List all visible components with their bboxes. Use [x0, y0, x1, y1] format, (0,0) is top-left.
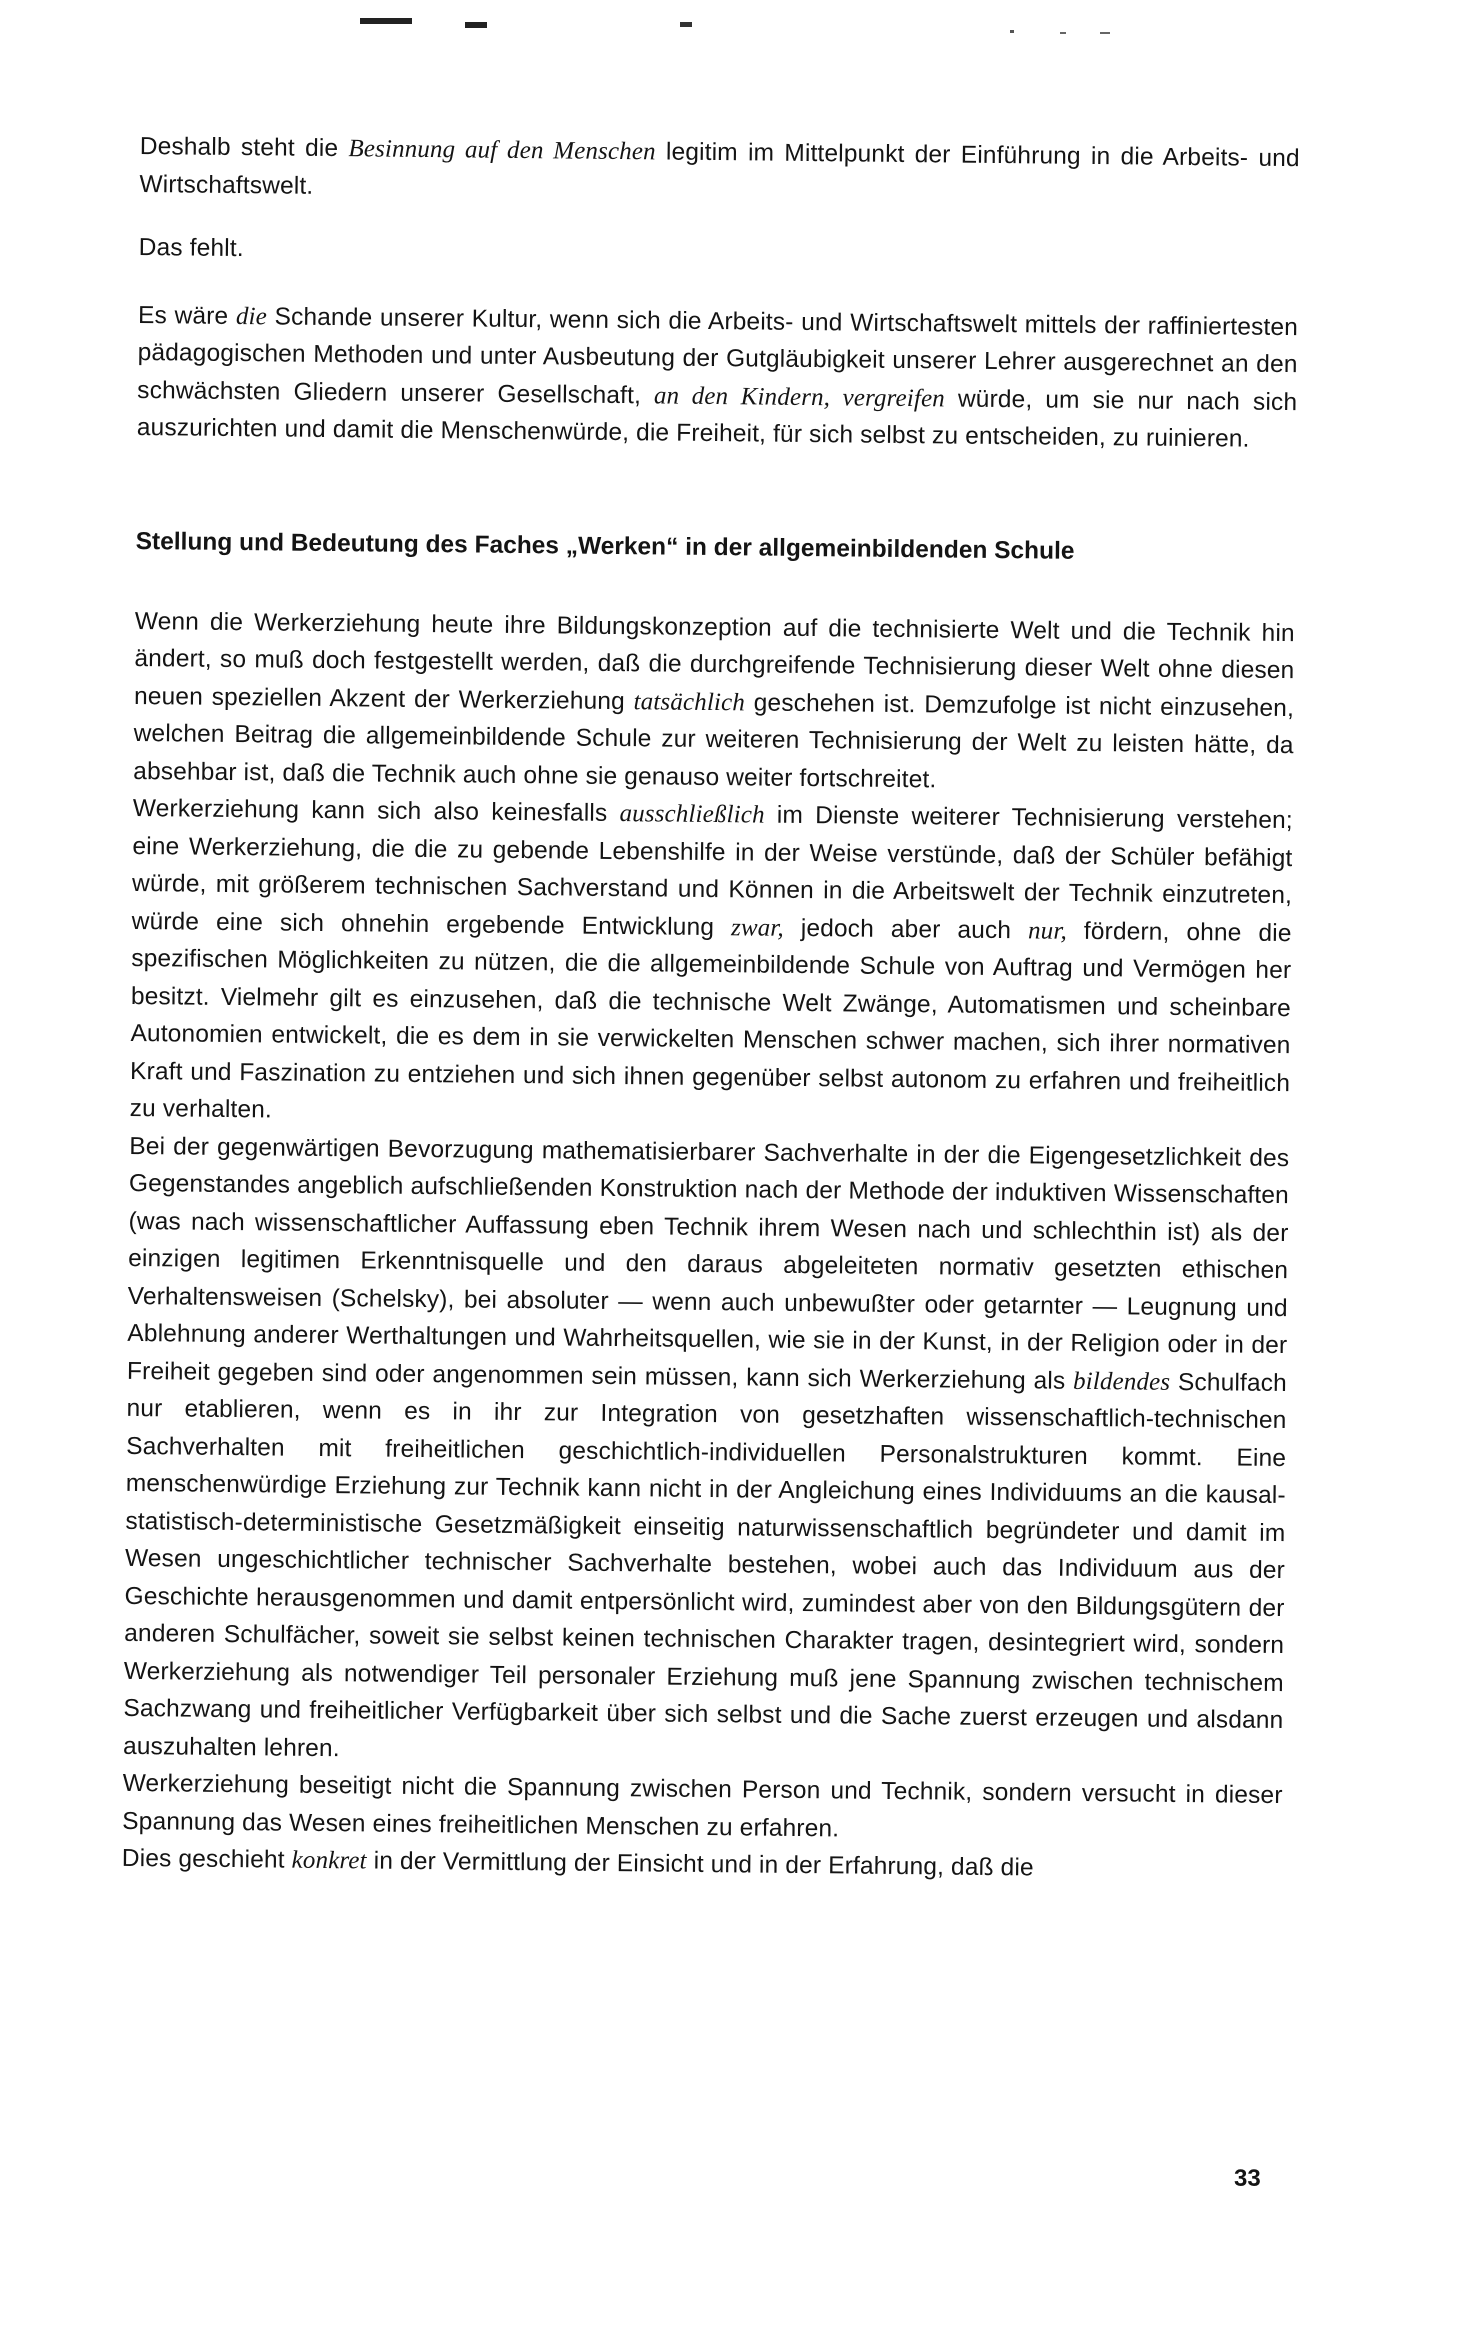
text-run: jedoch aber auch — [783, 914, 1029, 944]
italic-phrase: nur, — [1027, 916, 1068, 945]
paragraph-intro — [139, 128, 1300, 215]
page-number: 33 — [1234, 2165, 1261, 2192]
paragraph-werkerziehung — [130, 790, 1293, 1140]
italic-phrase: an den Kindern, vergreifen — [653, 381, 946, 412]
text-run: Werkerziehung kann sich also keinesfalls — [132, 794, 620, 828]
text-run: Deshalb steht die — [139, 132, 349, 163]
document-page — [122, 128, 1300, 1890]
italic-phrase: die — [235, 302, 268, 330]
text-run: Wenn die Werkerziehung heute ihre Bildungskonzeption auf die technisierte Welt und die Technik hin ändert, so muß doch festgestellt werden, daß die durchgreifende Technisierung dieser Welt ohne diesen neuen speziellen Akzent der Werkerziehung — [133, 607, 1295, 715]
text-run: würde, um sie nur nach sich auszurichten und damit die Menschenwürde, die Freiheit, für sich selbst zu entscheiden, zu ruinieren. — [136, 384, 1298, 453]
text-run: Schande unserer Kultur, wenn sich die Arbeits- und Wirtschaftswelt mittels der raffiniertesten pädagogischen Methoden und unter Ausbeutung der Gutgläubigkeit unserer Lehrer ausgerechnet an den schwächsten Gliedern unserer Gesellschaft, — [137, 302, 1299, 409]
paragraph-spannung: Werkerziehung beseitigt nicht die Spannung zwischen Person und Technik, sondern versucht in dieser Spannung das Wesen eines freiheitlichen Menschen zu erfahren. — [122, 1769, 1283, 1842]
paragraph-bevorzugung — [123, 1127, 1290, 1777]
text-run: fördern, ohne die spezifischen Möglichkeiten zu nützen, die die allgemeinbildende Schule von Auftrag und Vermögen her besitzt. Vielmehr gilt es einzusehen, daß die technische Welt Zwänge, Automatismen und scheinbare Autonomien entwickelt, die es dem in sie verwickelten Menschen schwer machen, sich ihrer normativen Kraft und Faszination zu entziehen und sich ihnen gegenüber selbst autonom zu erfahren und freiheitlich zu verhalten. — [129, 917, 1292, 1124]
text-run: legitim im Mittelpunkt der Einführung in die Arbeits- und Wirtschaftswelt. — [139, 138, 1300, 200]
text-run: in der Vermittlung der Einsicht und in der Erfahrung, daß die — [366, 1847, 1034, 1882]
section-heading: Stellung und Bedeutung des Faches „Werken“ in der allgemeinbildenden Schule — [135, 527, 1075, 565]
text-run: Schulfach nur etablieren, wenn es in ihr zur Integration von gesetzhaften wissenschaftlich-technischen Sachverhalten mit freiheitlichen geschichtlich-individuellen Personalstrukturen kommt. Eine menschenwürdige Erziehung zur Technik kann nicht in der Angleichung eines Individuums an die kausal-statistisch-deterministische Gesetzmäßigkeit einseitig naturwissenschaftlich begründeter und damit im Wesen ungeschichtlicher technischer Sachverhalte bestehen, wobei auch das Individuum aus der Geschichte herausgenommen und damit entpersönlicht wird, zumindest aber von den Bildungsgütern der anderen Schulfächer, soweit sie selbst keinen technischen Charakter tragen, desintegriert wird, sondern Werkerziehung als notwendiger Teil personaler Erziehung muß jene Spannung zwischen technischem Sachzwang und freiheitlicher Verfügbarkeit über sich selbst und die Sache zuerst erzeugen und alsdann auszuhalten lehren. — [122, 1368, 1288, 1762]
paragraph-technisierung — [133, 602, 1295, 802]
text-run: geschehen ist. Demzufolge ist nicht einzusehen, welchen Beitrag die allgemeinbildende Schule zur weiteren Technisierung der Welt zu leisten hätte, da absehbar ist, daß die Technik auch ohne sie genauso weiter fortschreitet. — [133, 688, 1295, 793]
scan-artifacts — [360, 10, 1260, 40]
italic-phrase: tatsächlich — [633, 687, 746, 716]
italic-phrase: zwar, — [730, 913, 785, 942]
text-run: Bei der gegenwärtigen Bevorzugung mathematisierbarer Sachverhalte in der die Eigengesetzlichkeit des Gegenstandes angeblich aufschließenden Konstruktion nach der Methode der induktiven Wissenschaften (was nach wissenschaftlicher Auffassung eben Technik ihrem Wesen nach und schlechthin ist) als der einzigen legitimen Erkenntnisquelle und den daraus abgeleiteten normativ gesetzten ethischen Verhaltensweisen (Schelsky), bei absoluter — wenn auch unbewußter oder getarnter — Leugnung und Ablehnung anderer Werthaltungen und Wahrheitsquellen, wie sie in der Kunst, in der Religion oder in der Freiheit gegeben sind oder angenommen sein müssen, kann sich Werkerziehung als — [126, 1132, 1290, 1395]
text-run: Dies geschieht — [121, 1844, 292, 1874]
italic-phrase: konkret — [291, 1846, 367, 1875]
italic-phrase: ausschließlich — [619, 800, 765, 829]
paragraph-culture — [137, 296, 1299, 458]
text-run: Es wäre — [137, 301, 237, 330]
italic-phrase: Besinnung auf den Menschen — [348, 135, 656, 166]
italic-phrase: bildendes — [1072, 1367, 1171, 1396]
text-run: im Dienste weiterer Technisierung verstehen; eine Werkerziehung, die die zu gebende Lebenshilfe in der Weise verstünde, daß der Schüler befähigt würde, mit größerem technischen Sachverstand und Können in die Arbeitswelt der Technik einzutreten, würde eine sich ohnehin ergebende Entwicklung — [131, 801, 1293, 941]
paragraph-short: Das fehlt. — [138, 233, 244, 263]
